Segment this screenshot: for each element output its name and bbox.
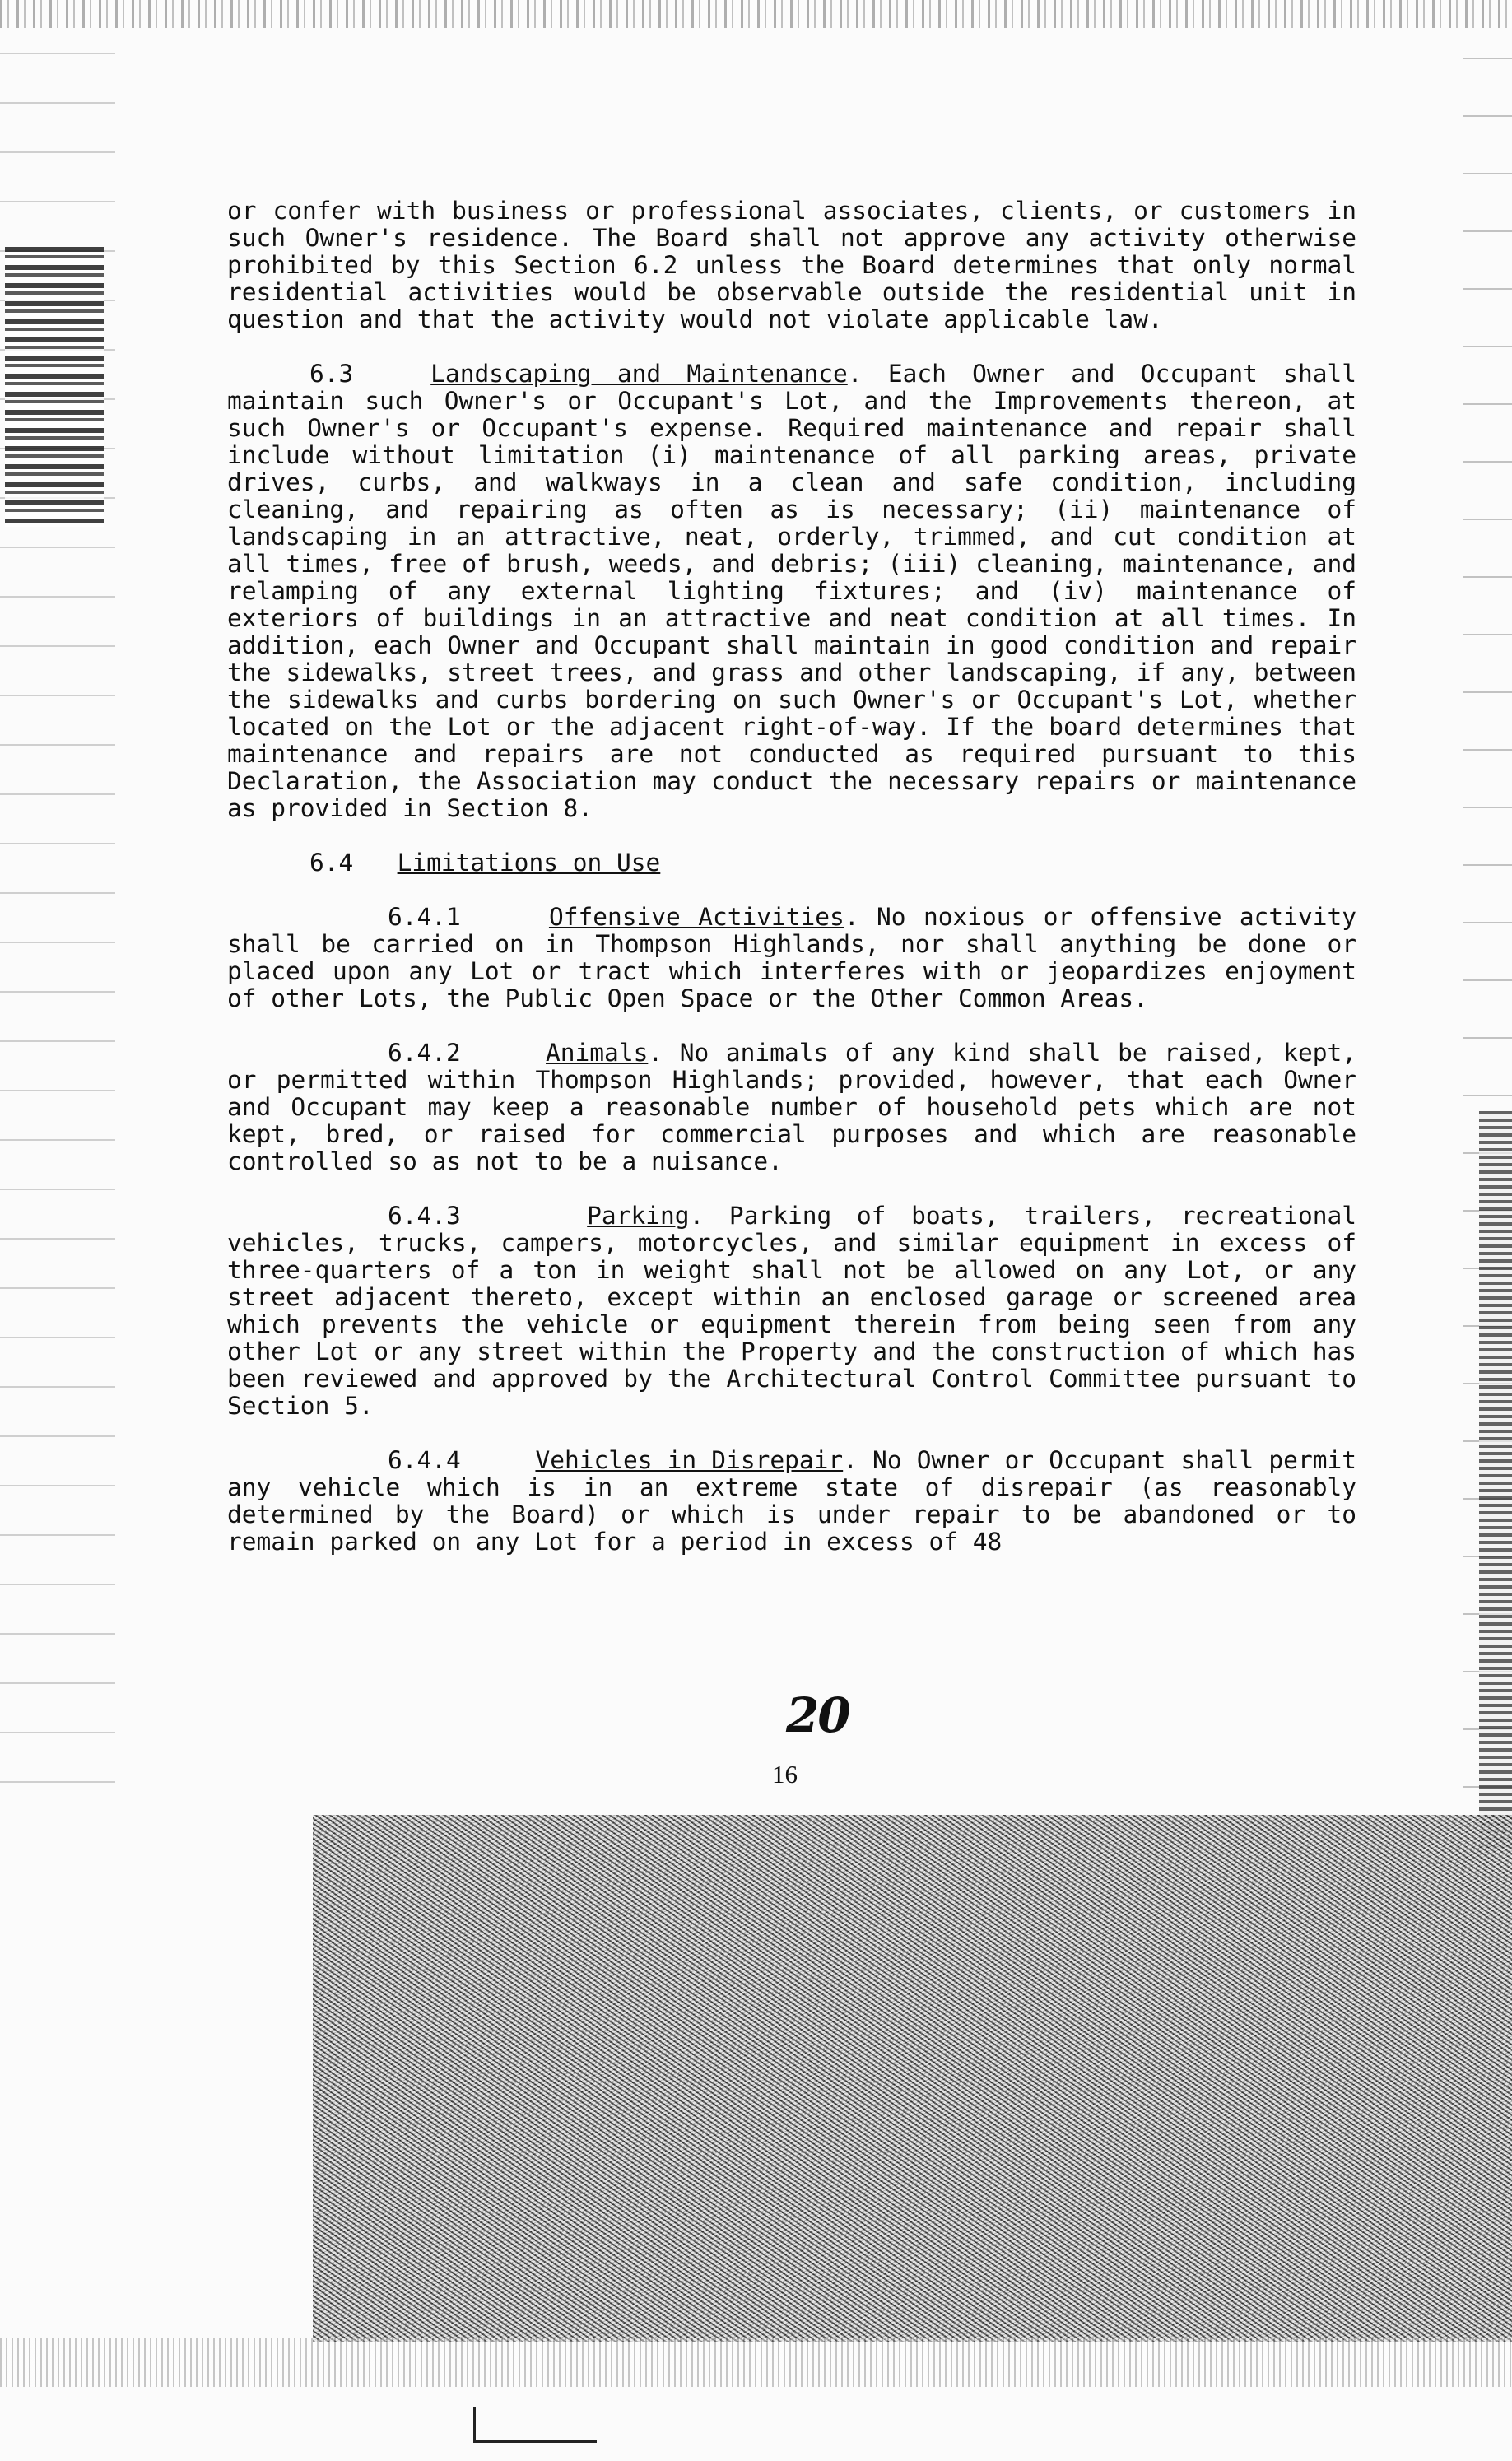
- page-number: 16: [772, 1760, 798, 1789]
- section-body: . No noxious or offensive activity shall be carried on in Thompson Highlands, nor shall anything be done or placed upon any Lot or tract which interferes with or jeopardizes enjoyment of other Lots, the Public Open Space or the Other Common Areas.: [227, 903, 1356, 1012]
- scan-top-edge: [0, 0, 1512, 28]
- section-title: Vehicles in Disrepair: [535, 1446, 844, 1474]
- scan-mark-line: [473, 2440, 597, 2443]
- section-title: Parking: [587, 1202, 690, 1230]
- section-number: 6.4: [309, 849, 354, 877]
- scan-mark: [473, 2408, 476, 2442]
- section-6-4-4: [227, 1447, 1356, 1556]
- section-title: Animals: [546, 1039, 649, 1067]
- section-number: 6.4.1: [388, 903, 461, 931]
- section-body: . Each Owner and Occupant shall maintain such Owner's or Occupant's Lot, and the Improvements thereon, at such Owner's or Occupant's expense. Required maintenance and repair shall include without limitation (i) maintenance of all parking areas, private drives, curbs, and walkways in a clean and safe condition, including cleaning, and repairing as often as is necessary; (ii) maintenance of landscaping in an attractive, neat, orderly, trimmed, and cut condition at all times, free of brush, weeds, and debris; (iii) cleaning, maintenance, and relamping of any external lighting fixtures; and (iv) maintenance of exteriors of buildings in an attractive and neat condition at all times. In addition, each Owner and Occupant shall maintain in good condition and repair the sidewalks, street trees, and grass and other landscaping, if any, between the sidewalks and curbs bordering on such Owner's or Occupant's Lot, whether located on the Lot or the adjacent right-of-way. If the board determines that maintenance and repairs are not conducted as required pursuant to this Declaration, the Association may conduct the necessary repairs or maintenance as provided in Section 8.: [227, 360, 1356, 822]
- scan-noise-region: [313, 1815, 1512, 2342]
- section-6-4-3: [227, 1203, 1356, 1420]
- section-title: Limitations on Use: [397, 849, 661, 877]
- section-body: . Parking of boats, trailers, recreational vehicles, trucks, campers, motorcycles, and similar equipment in excess of three-quarters of a ton in weight shall not be allowed on any Lot, or any street adjacent thereto, except within an enclosed garage or screened area which prevents the vehicle or equipment therein from being seen from any other Lot or any street within the Property and the construction of which has been reviewed and approved by the Architectural Control Committee pursuant to Section 5.: [227, 1202, 1356, 1420]
- section-number: 6.3: [309, 360, 354, 388]
- section-number: 6.4.4: [388, 1446, 461, 1474]
- section-number: 6.4.3: [388, 1202, 461, 1230]
- section-title: Landscaping and Maintenance: [430, 360, 848, 388]
- handwritten-page-number: 20: [786, 1687, 849, 1743]
- section-title: Offensive Activities: [548, 903, 844, 931]
- scan-left-artifact: [5, 247, 104, 527]
- document-body: [227, 198, 1356, 1556]
- scan-bottom-edge: [0, 2338, 1512, 2387]
- section-6-3: [227, 361, 1356, 822]
- section-body: . No Owner or Occupant shall permit any vehicle which is in an extreme state of disrepair (as reasonably determined by the Board) or which is under repair to be abandoned or to remain parked on any Lot for a period in excess of 48: [227, 1446, 1356, 1556]
- scan-right-artifact: [1479, 1111, 1512, 1852]
- section-number: 6.4.2: [388, 1039, 461, 1067]
- section-6-4: [309, 849, 1356, 877]
- paragraph-continuation: or confer with business or professional associates, clients, or customers in such Owner's residence. The Board shall not approve any activity otherwise prohibited by this Section 6.2 unless the Board determines that only normal residential activities would be observable outside the residential unit in question and that the activity would not violate applicable law.: [227, 197, 1356, 333]
- section-6-4-1: [227, 904, 1356, 1012]
- section-6-4-2: [227, 1040, 1356, 1175]
- section-body: . No animals of any kind shall be raised, kept, or permitted within Thompson Highlands; provided, however, that each Owner and Occupant may keep a reasonable number of household pets which are not kept, bred, or raised for commercial purposes and which are reasonable controlled so as not to be a nuisance.: [227, 1039, 1356, 1175]
